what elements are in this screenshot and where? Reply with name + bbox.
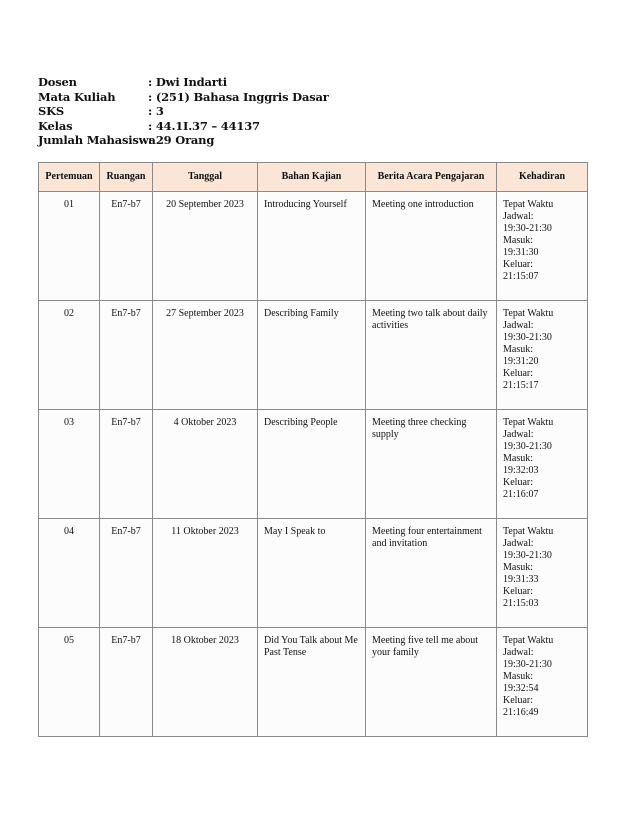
cell-pertemuan: 03 bbox=[39, 410, 100, 519]
jadwal-label: Jadwal: bbox=[503, 320, 534, 331]
keluar-value: 21:15:07 bbox=[503, 271, 539, 282]
cell-tanggal: 11 Oktober 2023 bbox=[153, 519, 258, 628]
cell-pertemuan: 05 bbox=[39, 628, 100, 737]
table-row bbox=[39, 410, 588, 519]
table-row bbox=[39, 519, 588, 628]
masuk-value: 19:31:33 bbox=[503, 574, 539, 585]
cell-pertemuan: 02 bbox=[39, 301, 100, 410]
info-row-kelas bbox=[38, 119, 329, 134]
jadwal-label: Jadwal: bbox=[503, 538, 534, 549]
attendance-table bbox=[38, 162, 588, 737]
cell-bahan-kajian: Describing People bbox=[258, 410, 366, 519]
cell-kehadiran bbox=[497, 410, 588, 519]
cell-ruangan: En7-b7 bbox=[100, 410, 153, 519]
masuk-value: 19:32:54 bbox=[503, 683, 539, 694]
cell-bahan-kajian: Introducing Yourself bbox=[258, 192, 366, 301]
keluar-label: Keluar: bbox=[503, 477, 533, 488]
keluar-label: Keluar: bbox=[503, 259, 533, 270]
cell-pertemuan: 01 bbox=[39, 192, 100, 301]
table-row bbox=[39, 628, 588, 737]
cell-tanggal: 27 September 2023 bbox=[153, 301, 258, 410]
cell-tanggal: 18 Oktober 2023 bbox=[153, 628, 258, 737]
cell-ruangan: En7-b7 bbox=[100, 301, 153, 410]
header-ruangan: Ruangan bbox=[100, 163, 153, 192]
masuk-label: Masuk: bbox=[503, 344, 533, 355]
cell-bahan-kajian: May I Speak to bbox=[258, 519, 366, 628]
masuk-value: 19:31:30 bbox=[503, 247, 539, 258]
info-row-mata-kuliah bbox=[38, 90, 329, 105]
cell-berita-acara: Meeting three checking supply bbox=[366, 410, 497, 519]
kelas-label: Kelas bbox=[38, 118, 73, 133]
jadwal-label: Jadwal: bbox=[503, 211, 534, 222]
cell-ruangan: En7-b7 bbox=[100, 628, 153, 737]
jadwal-value: 19:30-21:30 bbox=[503, 332, 552, 343]
cell-berita-acara: Meeting five tell me about your family bbox=[366, 628, 497, 737]
attendance-status: Tepat Waktu bbox=[503, 417, 554, 428]
header-pertemuan: Pertemuan bbox=[39, 163, 100, 192]
jumlah-mahasiswa-value: : 29 Orang bbox=[148, 133, 215, 148]
attendance-status: Tepat Waktu bbox=[503, 635, 554, 646]
info-row-dosen bbox=[38, 75, 329, 90]
keluar-label: Keluar: bbox=[503, 368, 533, 379]
attendance-status: Tepat Waktu bbox=[503, 526, 554, 537]
cell-ruangan: En7-b7 bbox=[100, 519, 153, 628]
course-info-block bbox=[38, 75, 329, 148]
dosen-label: Dosen bbox=[38, 75, 77, 89]
keluar-label: Keluar: bbox=[503, 695, 533, 706]
cell-berita-acara: Meeting four entertainment and invitation bbox=[366, 519, 497, 628]
table-row bbox=[39, 192, 588, 301]
sks-value: : 3 bbox=[148, 104, 164, 119]
jadwal-value: 19:30-21:30 bbox=[503, 223, 552, 234]
cell-ruangan: En7-b7 bbox=[100, 192, 153, 301]
info-row-sks bbox=[38, 104, 329, 119]
keluar-label: Keluar: bbox=[503, 586, 533, 597]
jadwal-value: 19:30-21:30 bbox=[503, 441, 552, 452]
keluar-value: 21:15:17 bbox=[503, 380, 539, 391]
cell-bahan-kajian: Describing Family bbox=[258, 301, 366, 410]
kelas-value: : 44.1I.37 – 44137 bbox=[148, 118, 260, 133]
cell-kehadiran bbox=[497, 628, 588, 737]
header-tanggal: Tanggal bbox=[153, 163, 258, 192]
jadwal-label: Jadwal: bbox=[503, 429, 534, 440]
table-row bbox=[39, 301, 588, 410]
header-kehadiran: Kehadiran bbox=[497, 163, 588, 192]
keluar-value: 21:15:03 bbox=[503, 598, 539, 609]
masuk-label: Masuk: bbox=[503, 562, 533, 573]
mata-kuliah-label: Mata Kuliah bbox=[38, 89, 116, 104]
masuk-value: 19:31:20 bbox=[503, 356, 539, 367]
masuk-label: Masuk: bbox=[503, 235, 533, 246]
cell-bahan-kajian: Did You Talk about Me Past Tense bbox=[258, 628, 366, 737]
jumlah-mahasiswa-label: Jumlah Mahasiswa bbox=[38, 133, 156, 148]
keluar-value: 21:16:07 bbox=[503, 489, 539, 500]
cell-kehadiran bbox=[497, 192, 588, 301]
cell-pertemuan: 04 bbox=[39, 519, 100, 628]
sks-label: SKS bbox=[38, 104, 65, 119]
attendance-status: Tepat Waktu bbox=[503, 199, 554, 210]
cell-kehadiran bbox=[497, 519, 588, 628]
masuk-value: 19:32:03 bbox=[503, 465, 539, 476]
cell-tanggal: 4 Oktober 2023 bbox=[153, 410, 258, 519]
cell-berita-acara: Meeting two talk about daily activities bbox=[366, 301, 497, 410]
cell-berita-acara: Meeting one introduction bbox=[366, 192, 497, 301]
masuk-label: Masuk: bbox=[503, 671, 533, 682]
dosen-value: : Dwi Indarti bbox=[148, 75, 227, 89]
cell-kehadiran bbox=[497, 301, 588, 410]
jadwal-label: Jadwal: bbox=[503, 647, 534, 658]
info-row-jumlah-mahasiswa bbox=[38, 133, 329, 148]
mata-kuliah-value: : (251) Bahasa Inggris Dasar bbox=[148, 89, 329, 104]
jadwal-value: 19:30-21:30 bbox=[503, 550, 552, 561]
header-berita-acara: Berita Acara Pengajaran bbox=[366, 163, 497, 192]
attendance-status: Tepat Waktu bbox=[503, 308, 554, 319]
header-bahan-kajian: Bahan Kajian bbox=[258, 163, 366, 192]
keluar-value: 21:16:49 bbox=[503, 707, 539, 718]
table-header-row bbox=[39, 163, 588, 192]
masuk-label: Masuk: bbox=[503, 453, 533, 464]
cell-tanggal: 20 September 2023 bbox=[153, 192, 258, 301]
jadwal-value: 19:30-21:30 bbox=[503, 659, 552, 670]
